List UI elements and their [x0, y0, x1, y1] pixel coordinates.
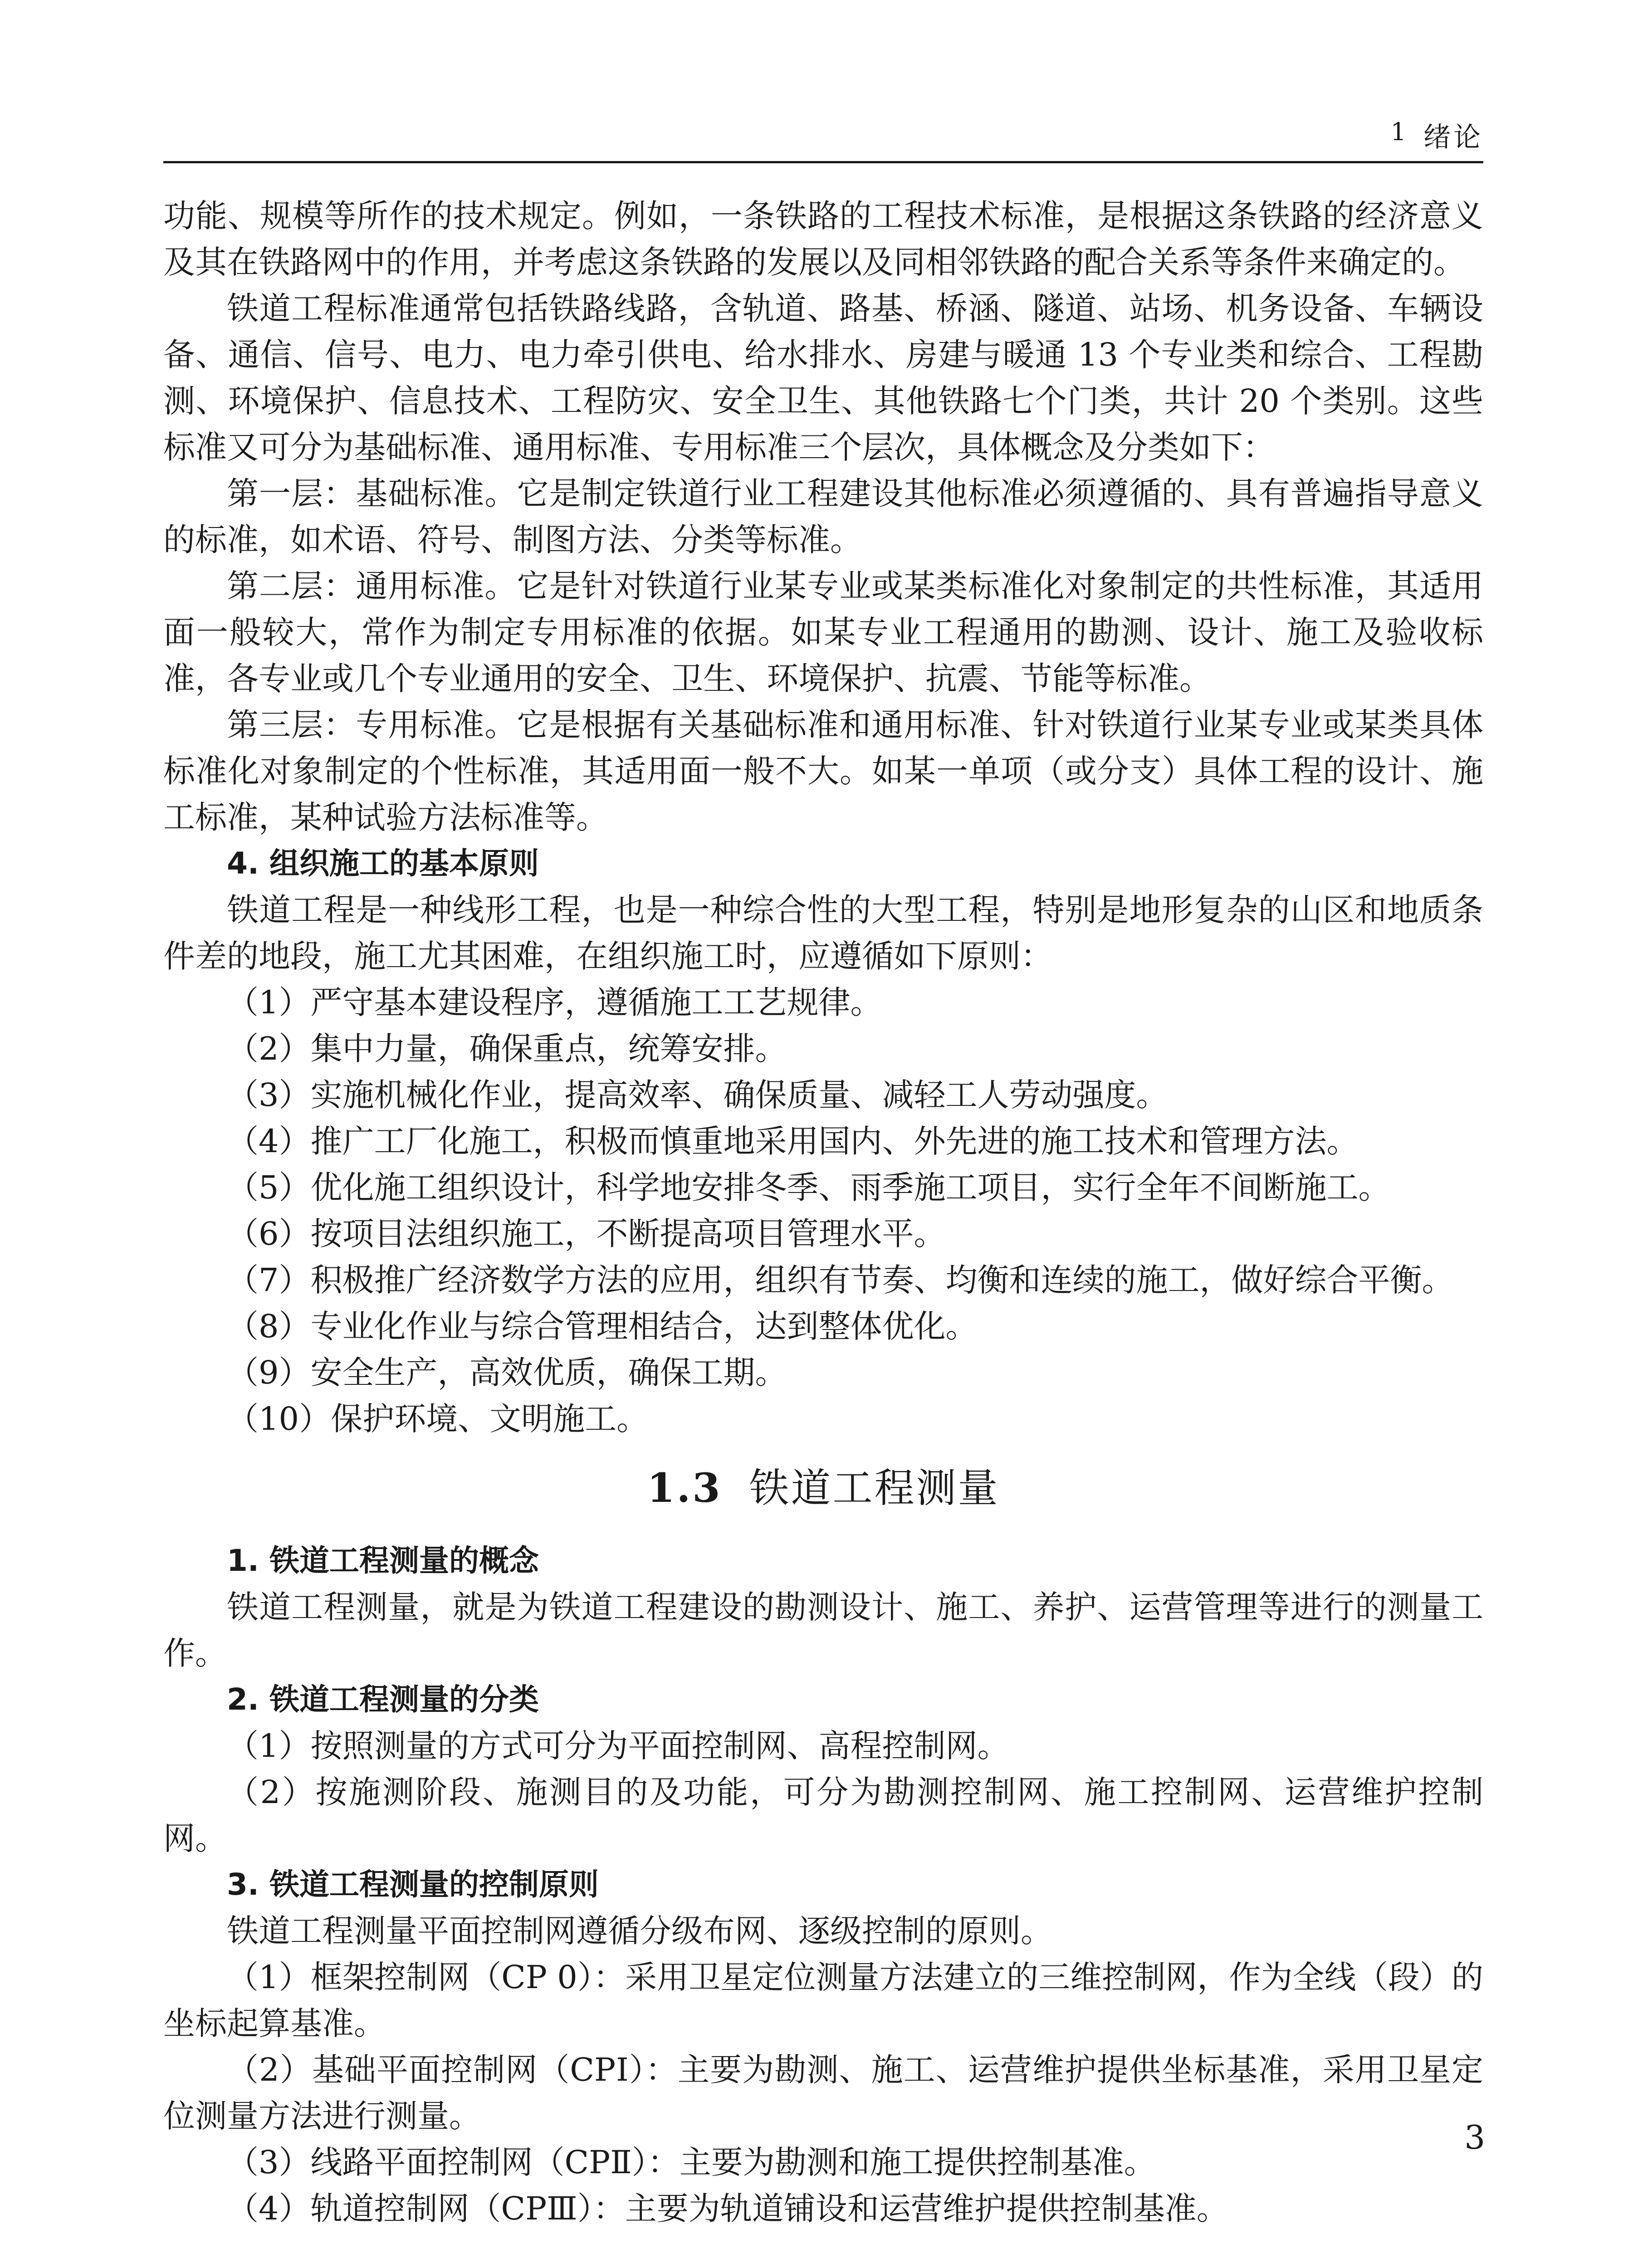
paragraph: 铁道工程测量，就是为铁道工程建设的勘测设计、施工、养护、运营管理等进行的测量工作。	[163, 1589, 1483, 1672]
list-item: （9）安全生产，高效优质，确保工期。	[227, 1354, 787, 1391]
section-title-text: 铁道工程测量	[749, 1465, 1000, 1511]
list-item: （7）积极推广经济数学方法的应用，组织有节奏、均衡和连续的施工，做好综合平衡。	[227, 1261, 1454, 1299]
list-item: （5）优化施工组织设计，科学地安排冬季、雨季施工项目，实行全年不间断施工。	[227, 1169, 1390, 1206]
chapter-title: 绪论	[1423, 122, 1483, 153]
paragraph: 铁道工程测量平面控制网遵循分级布网、逐级控制的原则。	[227, 1912, 1052, 1950]
chapter-number: 1	[1390, 117, 1406, 146]
list-item: （2）按施测阶段、施测目的及功能，可分为勘测控制网、施工控制网、运营维护控制网。	[163, 1774, 1483, 1857]
list-item: （8）专业化作业与综合管理相结合，达到整体优化。	[227, 1308, 978, 1345]
list-item: （3）线路平面控制网（CPⅡ）：主要为勘测和施工提供控制基准。	[227, 2144, 1156, 2181]
section-title	[163, 1458, 1483, 1518]
paragraph: 铁道工程标准通常包括铁路线路，含轨道、路基、桥涵、隧道、站场、机务设备、车辆设备、通信、信号、电力、电力牵引供电、给水排水、房建与暖通 13 个专业类和综合、工程勘测、环境保护、信息技术、工程防灾、安全卫生、其他铁路七个门类，共计 20 个类别。这些标准又可分为基础标准、通用标准、专用标准三个层次，具体概念及分类如下：	[163, 290, 1483, 466]
list-item: （4）轨道控制网（CPⅢ）：主要为轨道铺设和运营维护提供控制基准。	[227, 2190, 1228, 2227]
list-item: （2）集中力量，确保重点，统筹安排。	[227, 1030, 787, 1067]
page-body	[163, 193, 1483, 2232]
paragraph: 第三层：专用标准。它是根据有关基础标准和通用标准、针对铁道行业某专业或某类具体标准化对象制定的个性标准，其适用面一般不大。如某一单项（或分支）具体工程的设计、施工标准，某种试验方法标准等。	[163, 706, 1483, 836]
list-item: （4）推广工厂化施工，积极而慎重地采用国内、外先进的施工技术和管理方法。	[227, 1123, 1359, 1160]
classification-heading: 2. 铁道工程测量的分类	[227, 1682, 539, 1717]
paragraph: 第一层：基础标准。它是制定铁道行业工程建设其他标准必须遵循的、具有普遍指导意义的标准，如术语、符号、制图方法、分类等标准。	[163, 475, 1483, 558]
principles-heading: 4. 组织施工的基本原则	[227, 846, 539, 881]
list-item: （6）按项目法组织施工，不断提高项目管理水平。	[227, 1215, 946, 1252]
page-number: 3	[1464, 2118, 1485, 2156]
running-header	[163, 111, 1483, 163]
list-item: （3）实施机械化作业，提高效率、确保质量、减轻工人劳动强度。	[227, 1076, 1168, 1114]
list-item: （1）按照测量的方式可分为平面控制网、高程控制网。	[227, 1727, 1009, 1765]
list-item: （1）严守基本建设程序，遵循施工工艺规律。	[227, 984, 882, 1021]
section-number: 1.3	[647, 1464, 722, 1511]
list-item: （2）基础平面控制网（CPⅠ）：主要为勘测、施工、运营维护提供坐标基准，采用卫星定位测量方法进行测量。	[163, 2051, 1483, 2135]
list-item: （10）保护环境、文明施工。	[227, 1400, 649, 1437]
paragraph: 第二层：通用标准。它是针对铁道行业某专业或某类标准化对象制定的共性标准，其适用面一般较大，常作为制定专用标准的依据。如某专业工程通用的勘测、设计、施工及验收标准，各专业或几个专业通用的安全、卫生、环境保护、抗震、节能等标准。	[163, 567, 1483, 697]
paragraph: 铁道工程是一种线形工程，也是一种综合性的大型工程，特别是地形复杂的山区和地质条件差的地段，施工尤其困难，在组织施工时，应遵循如下原则：	[163, 891, 1483, 975]
concept-heading: 1. 铁道工程测量的概念	[227, 1543, 539, 1578]
paragraph: 功能、规模等所作的技术规定。例如，一条铁路的工程技术标准，是根据这条铁路的经济意义及其在铁路网中的作用，并考虑这条铁路的发展以及同相邻铁路的配合关系等条件来确定的。	[163, 197, 1483, 281]
list-item: （1）框架控制网（CP 0）：采用卫星定位测量方法建立的三维控制网，作为全线（段）的坐标起算基准。	[163, 1959, 1483, 2042]
control-heading: 3. 铁道工程测量的控制原则	[227, 1867, 599, 1902]
